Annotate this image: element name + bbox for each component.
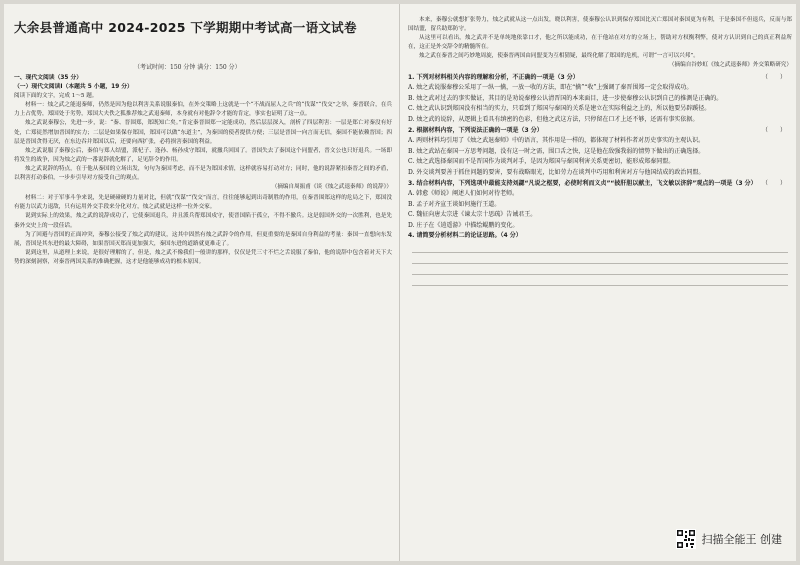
material-one-paragraph: 烛之武说秦穆公，先进一步，说：“秦、晋围郑，郑既知亡矣。”肯定秦晋围郑一定能成功，然后层层深入，剖析了四层利害：一层是郑亡对秦没有好处，亡郑徒然增加晋国的实力；二层是如果保存郑国，郑国可以做“东道主”，为秦国的使者提供方便；三层是晋国一向言而无信，秦国不能依赖晋国；四层是晋国贪得无厌，在东边吞并郑国以后，还要向西扩张，必将损害秦国的利益。	[14, 120, 392, 145]
left-column	[14, 4, 392, 561]
answer-line[interactable]	[412, 285, 788, 286]
material-two-paragraph: 本来，秦穆公就想扩张势力，烛之武就从这一点出发，晓以利害，使秦穆公认识到保存郑国比灭亡郑国对秦国更为有利，于是秦国不但退兵，反而与郑国结盟，留兵助郑防守。	[408, 17, 792, 33]
material-two-paragraph: 为了回避与晋国的正面冲突，秦穆公接受了烛之武的建议，这其中固然有烛之武辞令的作用，但更重要的是秦国自身利益的考量：秦国一直想向东发展，晋国是其东进的最大障碍，如果晋国灭郑而更加强大，秦国东进的道路就更难走了。	[14, 231, 392, 247]
material-one-paragraph: 烛之武说辞的特点，在于他从秦国的立场出发，句句为秦国考虑，而不是为郑国求情，这样就容易打动对方；同时，他的说辞紧扣秦晋之间的矛盾，以利害打动秦伯，一步步引导对方接受自己的观点。	[14, 165, 392, 182]
section-heading: 一、现代文阅读（35 分）	[14, 75, 83, 81]
option-item: D. 庄子在《逍遥游》中描绘鲲鹏的变化。	[408, 221, 519, 229]
option-item: C. 烛之武选择秦国而不是晋国作为谈判对手，是因为郑国与秦国利害关系更密切，能形成郑秦同盟。	[408, 158, 675, 166]
right-text-blocks	[408, 16, 792, 286]
option-item: B. 烛之武对过去的事实做证，其目的是劝说秦穆公认清晋国的本来面目，进一步使秦穆公认识到自己的推测是正确的。	[408, 94, 723, 102]
option-item: A. 韩愈《师说》阐述人们如何对待老师。	[408, 190, 519, 198]
exam-sheet	[4, 4, 796, 561]
answer-paren[interactable]: （ ）	[761, 179, 786, 187]
option-item: C. 烛之武认识到郑国没有相当的实力，只看到了郑国与秦国的关系是建立在实际利益之上的，所以他要另辟蹊径。	[408, 105, 711, 113]
scanner-label: 扫描全能王 创建	[701, 533, 782, 546]
exam-meta: （考试时间：150 分钟 满分：150 分）	[134, 64, 241, 71]
question-2-text: 2. 根据材料内容，下列说法正确的一项是（3 分）	[408, 126, 543, 134]
question-4: 4. 请简要分析材料二的论证思路。（4 分）	[408, 232, 522, 240]
option-item: C. 魏征向唐太宗进《谏太宗十思疏》告诫君王。	[408, 211, 537, 219]
left-text-blocks	[14, 74, 392, 267]
question-1-text: 1. 下列对材料相关内容的理解和分析，不正确的一项是（3 分）	[408, 73, 579, 81]
option-item: B. 烛之武站在秦国一方思考问题，没有这一时之需，围口舌之快，这是他在敌强我弱的情势下做出的正确选择。	[408, 147, 705, 155]
answer-line[interactable]	[412, 263, 788, 264]
question-3	[408, 179, 792, 190]
material-two-paragraph: 材料二：对于军事斗争来说，先是硬碰硬的力量对比，但就“伐谋”“伐交”而言，往往能够起到出奇制胜的作用，在秦晋围郑这样的危局之下，郑国没有能力以武力退敌，只有运用外交手段来分化对方，烛之武就是这样一位外交家。	[14, 195, 392, 211]
answer-line[interactable]	[412, 274, 788, 275]
material-one-source: （摘编自周振甫《谈《烛之武退秦师》的说辞》）	[271, 184, 392, 191]
material-two-source: （摘编自谷妙虹《烛之武退秦师》外交策略研究）	[668, 62, 792, 69]
answer-line[interactable]	[412, 252, 788, 253]
option-item: A. 两则材料均引用了《烛之武退秦师》中的语言，其作用是一样的，都体现了材料作者对历史事实的主观认识。	[408, 137, 705, 145]
material-one-paragraph: 材料一：烛之武之能退秦师，仍然是因为他以利害关系说服秦伯，在外交策略上这就是一个“不战而屈人之兵”的“伐谋”“伐交”之举，秦晋联合，在兵力上占优势，郑国处于劣势，郑国大夫佚之狐推荐烛之武退秦师，本身就有对他辞令才能的肯定，事实也证明了这一点。	[14, 102, 392, 118]
column-divider	[399, 4, 400, 561]
exam-title: 大余县普通高中 2024-2025 下学期期中考试高一语文试卷	[14, 20, 357, 35]
answer-paren[interactable]: （ ）	[761, 126, 786, 134]
question-3-text: 3. 结合材料内容，下列选项中最能支持刘勰“凡说之枢要，必使时利而义贞”“披肝胆以献主，飞文敏以济辞”观点的一项是（3 分）	[408, 179, 757, 187]
scanner-watermark	[676, 527, 783, 551]
answer-paren[interactable]: （ ）	[761, 73, 786, 81]
right-column	[408, 4, 792, 561]
question-1	[408, 73, 792, 84]
material-two-paragraph: 从这里可以看出，烛之武并不是单纯地依靠口才，他之所以能成功，在于他站在对方的立场上，帮助对方权衡利弊，使对方认识到自己的真正利益所在，这正是外交辞令的精髓所在。	[408, 35, 792, 51]
qr-code-icon	[676, 529, 696, 549]
option-item: B. 孟子对齐宣王谈如何施行王道。	[408, 200, 501, 208]
material-two-paragraph: 说到实际上的效果，烛之武的说辞成功了，它使秦国退兵，并且派兵帮郑国戍守，使晋国陷于孤立，不得不撤兵。这是弱国外交的一次胜利，也是先秦外交史上的一段佳话。	[14, 213, 392, 229]
question-2	[408, 126, 792, 137]
material-two-paragraph: 烛之武在秦晋之间巧妙地周旋，使秦晋两国由同盟变为互相猜疑，最终化解了郑国的危机，可谓“一言可以兴邦”。	[419, 53, 699, 60]
subsection-heading: （一）现代文阅读Ⅰ（本题共 5 小题，19 分）	[14, 84, 133, 91]
option-item: D. 外交谈判要善于抓住问题的要害，要有战略眼光，比如劳力在谈判中巧用和利害对方与他国结成的政治同盟。	[408, 168, 705, 176]
material-two-paragraph: 说到这里，从道理上来说，是很好理解的了，但是，烛之武不像我们一般讲的那样，仅仅是凭三寸不烂之舌说服了秦伯，他的说辞中包含着对天下大势的深刻洞察，对秦晋两国关系的准确把握，这才是他能够成功的根本原因。	[14, 249, 392, 265]
option-item: D. 烛之武的说辞，从逻辑上看具有缜密的色彩，但他之武这方法，只停留在口才上还不够，还需有事实依据。	[408, 115, 699, 123]
material-one-paragraph: 烛之武说服了秦穆公后，秦伯与郑人结盟，派杞子、逢孙、杨孙戍守郑国，就撤兵回国了。晋国失去了秦国这个同盟者，晋文公也只好退兵。一场即将发生的战争，因为烛之武的一番说辞就化解了，足见辞令的作用。	[14, 147, 392, 163]
instruction: 阅读下面的文字，完成 1～5 题。	[14, 93, 98, 100]
option-item: A. 烛之武说服秦穆公采用了一纵一擒，一放一收的方法，即在“擒”“收”上强调了秦晋围郑一定会取得成功。	[408, 84, 693, 92]
